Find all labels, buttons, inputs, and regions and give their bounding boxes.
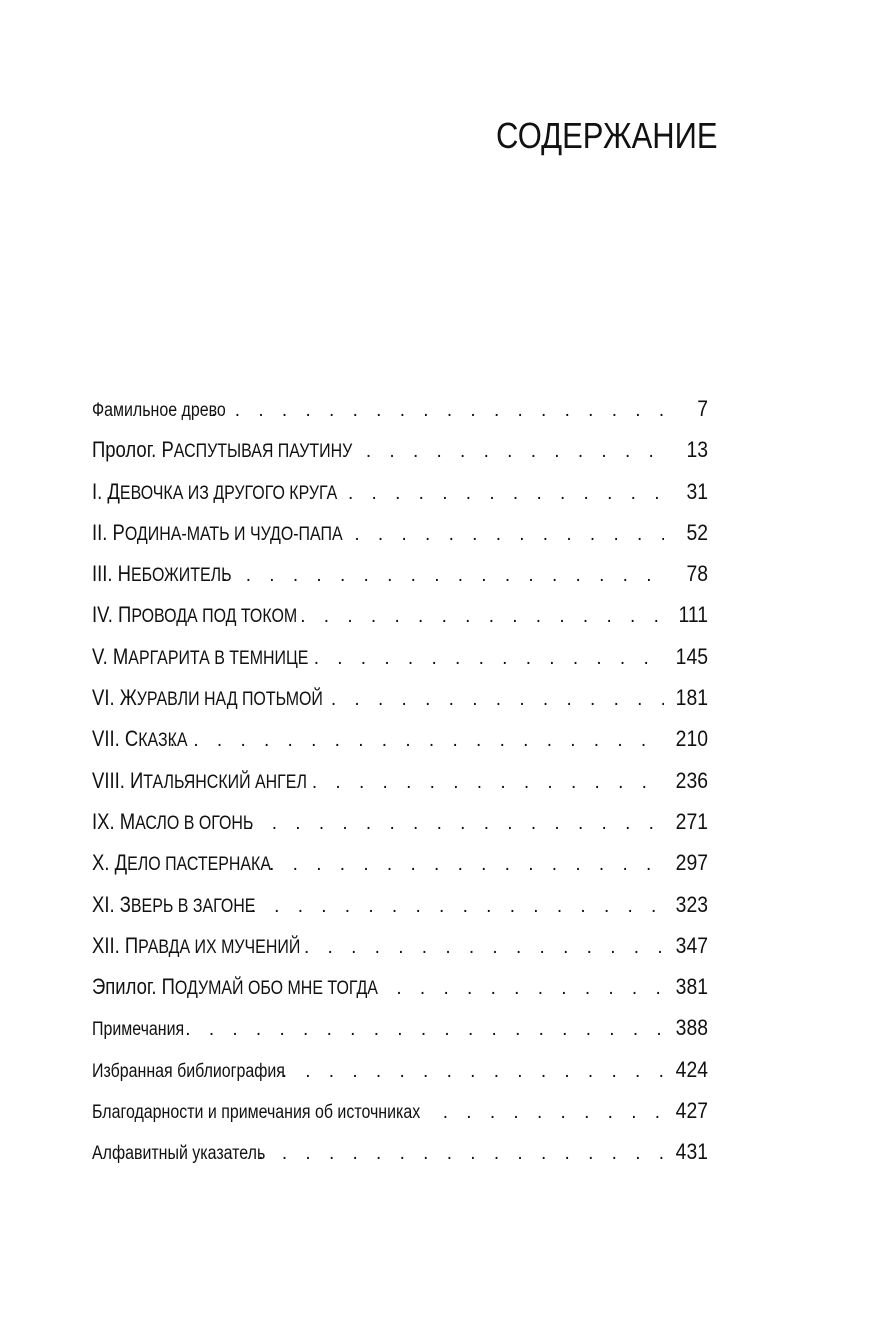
toc-entry-title-smallcaps: РОВОДА ПОД ТОКОМ	[131, 606, 298, 628]
toc-entry-page-number: 145	[675, 643, 708, 669]
toc-entry	[92, 1007, 708, 1048]
toc-entry-page-number: 381	[675, 974, 708, 1000]
toc-entry-title	[92, 925, 300, 968]
toc-entry-title-prefix: XI. З	[92, 891, 131, 917]
toc-entry-title-smallcaps: ОДУМАЙ ОБО МНЕ ТОГДА	[174, 978, 378, 1000]
dot-leader	[170, 720, 664, 761]
toc-entry	[92, 388, 708, 429]
toc-entry-title	[92, 842, 271, 885]
toc-entry-title-prefix: Пролог. Р	[92, 437, 174, 463]
toc-entry-page-number: 347	[675, 932, 708, 958]
toc-entry-title	[92, 1009, 184, 1050]
dot-leader	[282, 1051, 664, 1092]
toc-entry-page-number: 181	[675, 685, 708, 711]
toc-entry-page-number: 388	[675, 1015, 708, 1041]
toc-entry	[92, 512, 708, 553]
toc-entry	[92, 677, 708, 718]
toc-entry-title-smallcaps: РАВДА ИХ МУЧЕНИЙ	[138, 936, 301, 958]
toc-entry-title	[92, 553, 232, 596]
toc-entry-page-number: 323	[675, 891, 708, 917]
dot-leader	[331, 679, 664, 720]
toc-entry-title	[92, 471, 337, 514]
dot-leader	[354, 514, 664, 555]
toc-entry-title	[92, 884, 255, 927]
toc-entry-title	[92, 1133, 265, 1174]
toc-entry-page-number: 111	[678, 602, 708, 628]
toc-entry-page-number: 427	[675, 1098, 708, 1124]
dot-leader	[211, 390, 664, 431]
toc-entry	[92, 1049, 708, 1090]
toc-entry-title	[92, 801, 253, 844]
toc-entry	[92, 925, 708, 966]
toc-entry-title	[92, 966, 378, 1009]
toc-entry-title-smallcaps: ЕБОЖИТЕЛЬ	[131, 565, 232, 587]
toc-entry-page-number: 31	[686, 478, 708, 504]
toc-entry-title-smallcaps: АРГАРИТА В ТЕМНИЦЕ	[128, 647, 309, 669]
toc-entry-title-prefix: V. М	[92, 643, 129, 669]
toc-entry	[92, 429, 708, 470]
toc-entry-title-smallcaps: ТАЛЬЯНСКИЙ АНГЕЛ	[143, 771, 307, 793]
toc-entry-page-number: 271	[675, 808, 708, 834]
toc-entry-page-number: 297	[675, 850, 708, 876]
page-title: СОДЕРЖАНИЕ	[496, 115, 718, 156]
toc-entry-title-smallcaps: ОДИНА-МАТЬ И ЧУДО-ПАПА	[124, 523, 343, 545]
toc-entry	[92, 1131, 708, 1172]
toc-entry-page-number: 236	[675, 767, 708, 793]
dot-leader	[396, 968, 664, 1009]
toc-entry-page-number: 13	[686, 437, 708, 463]
toc-entry-title-prefix: X. Д	[92, 850, 128, 876]
dot-leader	[300, 596, 664, 637]
toc-entry	[92, 966, 708, 1007]
toc-entry	[92, 471, 708, 512]
toc-entry	[92, 553, 708, 594]
toc-entry-title	[92, 512, 343, 555]
toc-entry-title	[92, 718, 188, 761]
dot-leader	[258, 1133, 664, 1174]
dot-leader	[162, 1009, 664, 1050]
toc-entry-title-smallcaps: АСЛО В ОГОНЬ	[135, 812, 254, 834]
toc-entry-title-prefix: IX. М	[92, 808, 136, 834]
toc-entry-title-smallcaps: ЕВОЧКА ИЗ ДРУГОГО КРУГА	[119, 482, 338, 504]
dot-leader	[222, 555, 664, 596]
toc-entry-title	[92, 677, 323, 720]
toc-entry-title-smallcaps: ВЕРЬ В ЗАГОНЕ	[130, 895, 256, 917]
dot-leader	[269, 844, 664, 885]
toc-entry-title-prefix: Примечания	[92, 1019, 185, 1041]
toc-entry-page-number: 52	[686, 519, 708, 545]
toc-entry-title-prefix: VI. Ж	[92, 685, 137, 711]
toc-entry-title-prefix: III. Н	[92, 561, 132, 587]
toc-entry-page-number: 424	[675, 1056, 708, 1082]
toc-entry	[92, 842, 708, 883]
toc-entry-page-number: 431	[675, 1139, 708, 1165]
toc-entry-title-smallcaps: ЕЛО ПАСТЕРНАКА	[127, 854, 272, 876]
dot-leader	[312, 762, 664, 803]
toc-entry	[92, 760, 708, 801]
toc-entry	[92, 1090, 708, 1131]
toc-entry-title-smallcaps: УРАВЛИ НАД ПОТЬМОЙ	[136, 689, 323, 711]
toc-entry-page-number: 7	[697, 396, 708, 421]
dot-leader	[366, 431, 664, 472]
toc-entry	[92, 636, 708, 677]
toc-entry-title-smallcaps: АСПУТЫВАЯ ПАУТИНУ	[173, 441, 353, 463]
toc-entry-title-prefix: Алфавитный указатель	[92, 1143, 266, 1165]
toc-entry-page-number: 78	[686, 561, 708, 587]
dot-leader	[248, 803, 664, 844]
toc-entry-title-prefix: VIII. И	[92, 767, 144, 793]
table-of-contents	[92, 388, 708, 1173]
toc-entry-title-smallcaps: КАЗКА	[138, 730, 188, 752]
dot-leader	[443, 1092, 664, 1133]
toc-entry	[92, 718, 708, 759]
toc-entry-title	[92, 594, 297, 637]
toc-entry-title-prefix: Избранная библиография	[92, 1060, 285, 1082]
toc-entry-page-number: 210	[675, 726, 708, 752]
toc-entry-title	[92, 1051, 285, 1092]
toc-entry	[92, 801, 708, 842]
toc-entry-title-prefix: I. Д	[92, 478, 120, 504]
toc-entry-title-prefix: XII. П	[92, 932, 139, 958]
dot-leader	[304, 927, 664, 968]
toc-entry-title	[92, 636, 308, 679]
dot-leader	[314, 638, 664, 679]
toc-entry	[92, 884, 708, 925]
toc-entry-title	[92, 429, 352, 472]
toc-entry-title	[92, 760, 307, 803]
toc-entry-title-prefix: IV. П	[92, 602, 132, 628]
toc-entry-title	[92, 390, 226, 431]
toc-entry-title-prefix: Эпилог. П	[92, 974, 175, 1000]
toc-entry-title	[92, 1092, 420, 1133]
toc-entry-title-prefix: Благодарности и примечания об источниках	[92, 1102, 421, 1124]
toc-entry-title-prefix: VII. С	[92, 726, 139, 752]
dot-leader	[348, 473, 664, 514]
toc-entry-title-prefix: II. Р	[92, 519, 125, 545]
toc-entry	[92, 594, 708, 635]
dot-leader	[251, 886, 664, 927]
toc-entry-title-prefix: Фамильное древо	[92, 400, 226, 421]
